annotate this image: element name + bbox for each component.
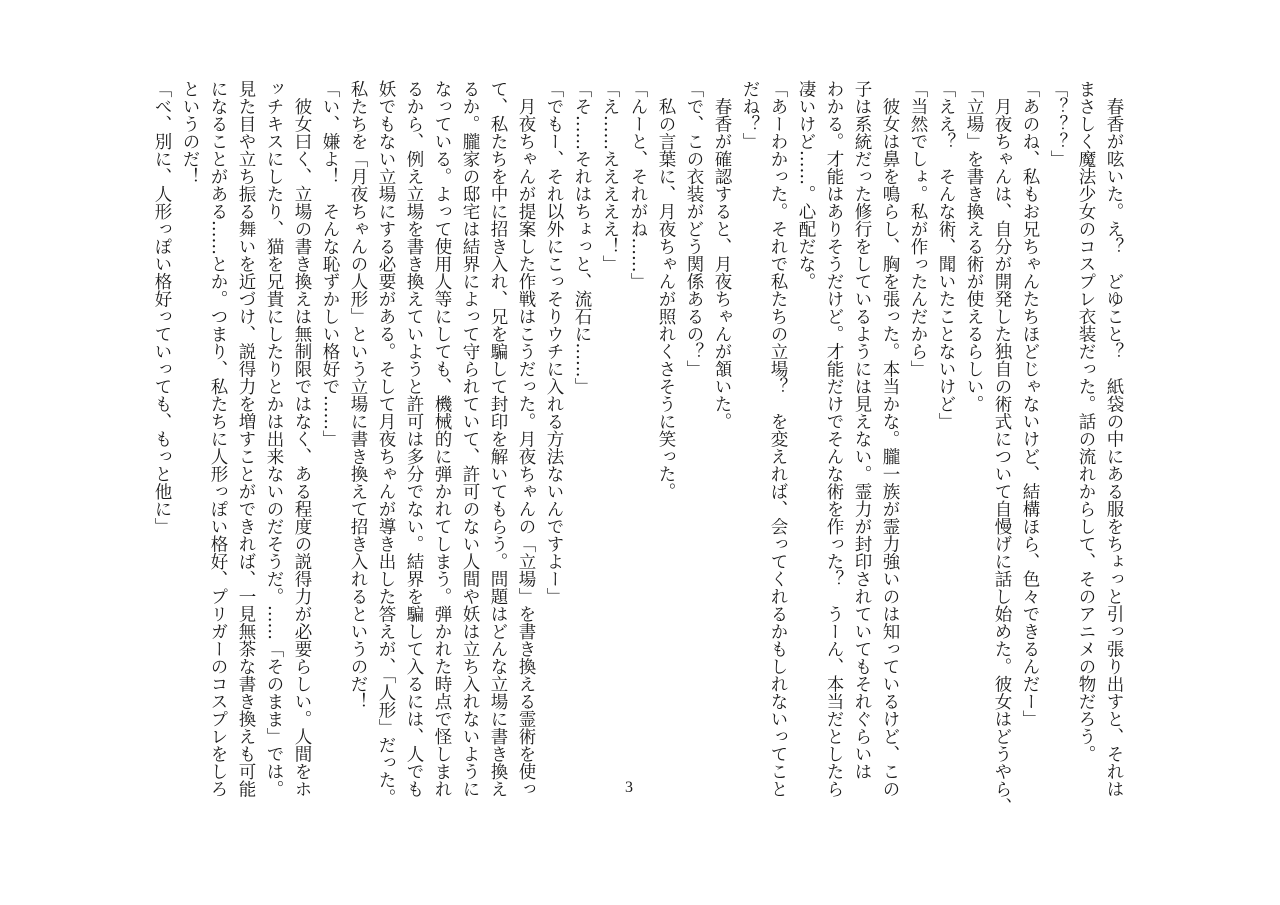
text-line: 春香が呟いた。え？ どゆこと？ 紙袋の中にある服をちょっと引っ張り出すと、それは (1104, 80, 1124, 798)
text-line: 私たちを「月夜ちゃんの人形」という立場に書き換えて招き入れるというのだ！ (348, 80, 368, 710)
text-line: 「で、この衣装がどう関係あるの？」 (684, 80, 704, 378)
text-line: 「え……えええええ！」 (600, 80, 620, 273)
text-line: 「当然でしょ。私が作ったんだから」 (908, 80, 928, 378)
vertical-body-text (148, 80, 1128, 815)
text-line: だね？」 (740, 80, 760, 150)
text-line: 「立場」を書き換える術が使えるらしい。 (964, 80, 984, 413)
text-line: 「あーわかった。それで私たちの立場？ を変えれば、会ってくれるかもしれないってこと (768, 80, 788, 798)
text-line: まさしく魔法少女のコスプレ衣装だった。話の流れからして、そのアニメの物だろう。 (1076, 80, 1096, 763)
text-line: 「べ、別に、人形っぽい格好っていっても、もっと他に」 (152, 80, 172, 535)
text-line: るか。朧家の邸宅は結界によって守られていて、許可のない人間や妖は立ち入れないように (460, 80, 480, 798)
text-line: 子は系統だった修行をしているようには見えない。霊力が封印されていてもそれぐらいは (852, 80, 872, 780)
text-line: 彼女曰く、立場の書き換えは無制限ではなく、ある程度の説得力が必要らしい。人間をホ (292, 80, 312, 798)
text-line: になることがある……とか。つまり、私たちに人形っぽい格好、プリガーのコスプレをしろ (208, 80, 228, 798)
page-number: 3 (625, 779, 633, 796)
text-line: 「？？？」 (1048, 80, 1068, 168)
text-line: て、私たちを中に招き入れ、兄を騙して封印を解いてもらう。問題はどんな立場に書き換え (488, 80, 508, 798)
text-line: 妖でもない立場にする必要がある。そして月夜ちゃんが導き出した答えが、「人形」だった。 (376, 80, 396, 807)
text-line: 「ええ？ そんな術、聞いたことないけど」 (936, 80, 956, 430)
text-line: ッチキスにしたり、猫を兄貴にしたりとかは出来ないのだそうだ。……「そのまま」では。 (264, 80, 284, 798)
text-line: というのだ！ (180, 80, 200, 185)
text-line: 月夜ちゃんが提案した作戦はこうだった。月夜ちゃんの「立場」を書き換える霊術を使っ (516, 80, 536, 798)
text-line: 「んーと、それがね……」 (628, 80, 648, 290)
text-line: 私の言葉に、月夜ちゃんが照れくさそうに笑った。 (656, 80, 676, 500)
text-line: 月夜ちゃんは、自分が開発した独自の術式について自慢げに話し始めた。彼女はどうやら、 (992, 80, 1012, 815)
text-line: 春香が確認すると、月夜ちゃんが頷いた。 (712, 80, 732, 430)
text-line: 「あのね、私もお兄ちゃんたちほどじゃないけど、結構ほら、色々できるんだー」 (1020, 80, 1040, 728)
text-line: 「い、嫌よ！ そんな恥ずかしい格好で……」 (320, 80, 340, 448)
text-line: 「でもー、それ以外にこっそりウチに入れる方法ないんですよー」 (544, 80, 564, 605)
text-line: 凄いけど……。心配だな。 (796, 80, 816, 290)
text-line: るから、例え立場を書き換えていようと許可は多分でない。結界を騙して入るには、人でも (404, 80, 424, 798)
text-line: 「そ……それはちょっと、流石に……」 (572, 80, 592, 395)
text-line: 彼女は鼻を鳴らし、胸を張った。本当かな。朧一族が霊力強いのは知っているけど、この (880, 80, 900, 798)
text-line: なっている。よって使用人等にしても、機械的に弾かれてしまう。弾かれた時点で怪しまれ (432, 80, 452, 798)
text-line: わかる。才能はありそうだけど。才能だけでそんな術を作った？ うーん、本当だとしたら (824, 80, 844, 798)
text-line: 見た目や立ち振る舞いを近づけ、説得力を増すことができれば、一見無茶な書き換えも可能 (236, 80, 256, 798)
